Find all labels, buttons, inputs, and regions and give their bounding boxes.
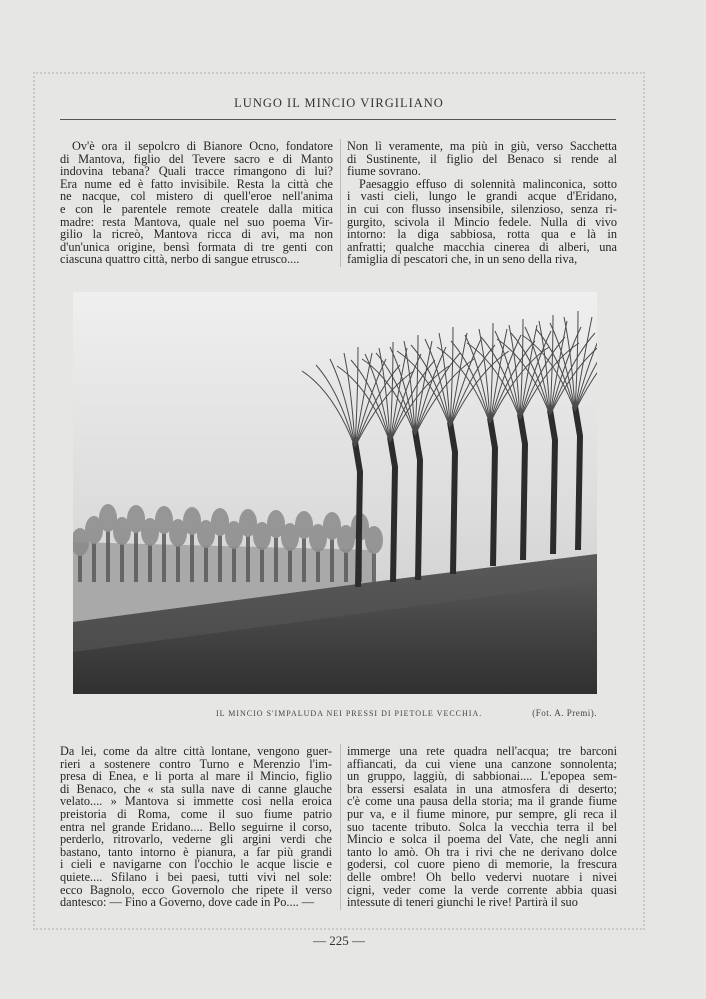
text-line: i vasti cieli, lungo le grandi acque d'Eridano, [347,189,617,204]
header-rule [60,119,616,120]
text-line: perderlo, ritrovarlo, vederne gli argini verdi che [60,832,332,847]
running-head: LUNGO IL MINCIO VIRGILIANO [234,96,444,110]
text-line: ne nacque, col mistero di quell'eroe nell'anima [60,189,333,204]
text-line: pur va, e il fiume minore, pur sempre, gli reca il [347,806,617,821]
text-line: Era nume ed è fatto invisibile. Resta la città che [60,176,333,191]
text-line: famiglia di pescatori che, in un seno della riva, [347,252,578,267]
column-divider-bottom [340,744,341,910]
text-line: i cieli e navigarne con l'occhio le acque liscie e [60,857,332,872]
text-line: suo tacente tributo. Solca la vecchia terra il bel [347,819,617,834]
text-line: madre: resta Mantova, quale nel suo poema Vir- [60,214,333,229]
text-line: di Mantova, figlio del Tevere sacro e di Manto [60,151,333,166]
text-line: Paesaggio effuso di solennità malinconica, sotto [359,176,617,191]
text-line: anfratti; qualche macchia cinerea di alberi, una [347,239,617,254]
caption-text: IL MINCIO S'IMPALUDA NEI PRESSI DI PIETOLE VECCHIA. [216,709,483,718]
text-line: godersi, col cuore pieno di memorie, la frescura [347,857,617,872]
text-line: presa di Enea, e li porta al mare il Mincio, figlio [60,769,332,784]
text-line: quiete.... Sfilano i bei paesi, tutti vivi nel sole: [60,869,332,884]
text-line: ecco Bagnolo, ecco Governolo che ripete il verso [60,882,332,897]
text-line: in cui con flusso insensibile, silenzioso, senza ri- [347,201,617,216]
text-line: bastano, tanto intorno è pianura, a far più grandi [60,844,332,859]
text-line: di Sustinente, il figlio del Benaco si rende al [347,151,617,166]
column-divider-top [340,139,341,267]
text-line: di Benaco, che « sta sulla nave di canne glauche [60,781,332,796]
text-line: tanto lo amò. Oh tra i rivi che ne derivano dolce [347,844,617,859]
text-line: d'un'unica origine, bensì formata di tre genti con [60,239,333,254]
text-line: gurgito, scivola il Mincio fedele. Nulla di vivo [347,214,617,229]
text-column-bottom-right [347,745,617,909]
text-line: entra nel grande Eridano.... Bello seguirne il corso, [60,819,332,834]
text-line: indovina tebana? Quali tracce rimangono di lui? [60,164,333,179]
text-line: gilio la ricreò, Mantova ricca di avi, ma non [60,227,333,242]
photograph-flooded-willows [73,292,597,694]
text-line: velato.... » Mantova si immette così nella eroica [60,794,332,809]
text-line: preistoria di Roma, come il suo fiume patrio [60,806,332,821]
text-line: un gruppo, laggiù, di sabbionai.... L'epopea sem- [347,769,617,784]
text-column-bottom-left [60,745,332,909]
text-column-top-right [347,140,617,266]
text-line: dantesco: — Fino a Governo, dove cade in Po.... — [60,895,315,910]
text-line: immerge una rete quadra nell'acqua; tre barconi [347,744,617,758]
page-number: — 225 — [313,933,365,948]
text-line: intorno: la diga sabbiosa, rotta qua e là in [347,227,617,242]
text-line: ciascuna quattro città, nerbo di sangue etrusco.... [60,252,300,267]
photo-credit: (Fot. A. Premi). [532,708,597,718]
text-line: intessute di teneri giunchi le rive! Partirà il suo [347,895,578,910]
text-line: e con le parentele remote createle dalla mitica [60,201,333,216]
text-line: c'è come una pausa della storia; ma il grande fiume [347,794,617,809]
text-line: cigni, veder come la verde corrente abbia quasi [347,882,617,897]
text-line: Ov'è ora il sepolcro di Bianore Ocno, fondatore [72,139,333,153]
text-line: Mincio e solca il poema del Vate, che negli anni [347,832,617,847]
text-line: delle ombre! Oh bello vedervi nuotare i nivei [347,869,617,884]
text-line: fiume sovrano. [347,164,421,179]
text-column-top-left [60,140,333,266]
text-line: bra essersi esalata in una atmosfera di deserto; [347,781,617,796]
text-line: rieri a sostenere contro Turno e Merenzio l'im- [60,756,332,771]
text-line: affiancati, da cui viene una canzone sonnolenta; [347,756,617,771]
text-line: Non lì veramente, ma più in giù, verso Sacchetta [347,139,617,153]
text-line: Da lei, come da altre città lontane, vengono guer- [60,744,332,758]
